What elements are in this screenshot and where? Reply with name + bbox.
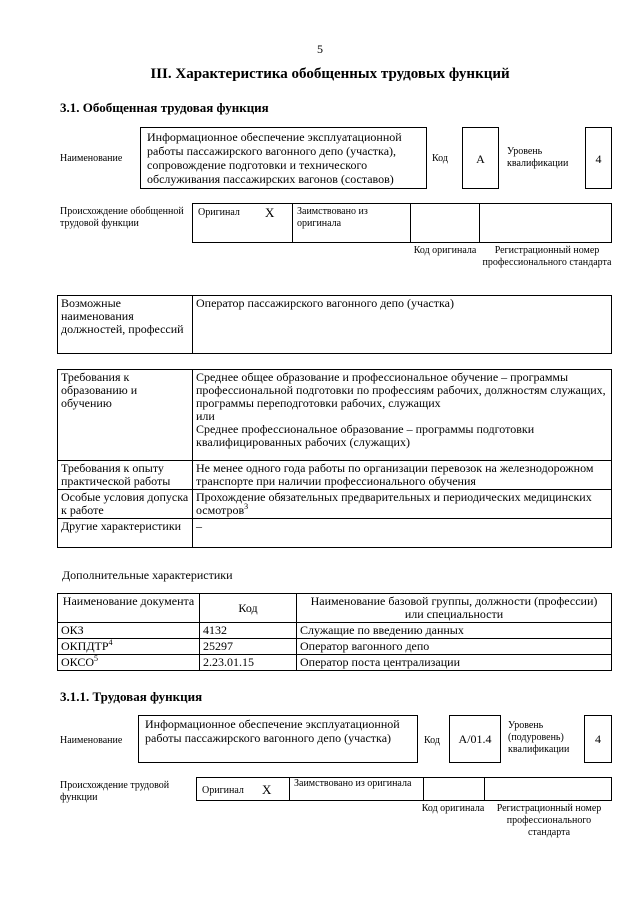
req-other-value: – bbox=[193, 519, 612, 548]
tf-level-value: 4 bbox=[584, 715, 612, 763]
tf-name-label: Наименование bbox=[60, 735, 123, 746]
tf-origin-divider-1 bbox=[289, 777, 290, 801]
req-admission-cell bbox=[193, 490, 612, 519]
additional-row-0-code: 4132 bbox=[200, 623, 297, 639]
gtf-origin-divider-1 bbox=[292, 203, 293, 243]
additional-row-1-name: Оператор вагонного депо bbox=[297, 639, 612, 655]
tf-reg-caption: Регистрационный номер профессионального стандарта bbox=[496, 803, 602, 838]
additional-row-2-footnote: 5 bbox=[94, 654, 99, 663]
tf-level-label: Уровень (подуровень) квалификации bbox=[508, 720, 570, 755]
req-education-label: Требования к образованию и обучению bbox=[58, 370, 193, 461]
tf-origin-divider-3 bbox=[484, 777, 485, 801]
gtf-origin-divider-3 bbox=[479, 203, 480, 243]
positions-value: Оператор пассажирского вагонного депо (участка) bbox=[193, 296, 612, 354]
req-admission-label: Особые условия допуска к работе bbox=[58, 490, 193, 519]
tf-heading: 3.1.1. Трудовая функция bbox=[60, 689, 203, 704]
gtf-origin-label: Происхождение обобщенной трудовой функции bbox=[60, 206, 184, 229]
gtf-name-value: Информационное обеспечение эксплуатационной работы пассажирского вагонного депо (участка), сопровождение подготовки и технического обслуживания пассажирских вагонов (составов) bbox=[140, 127, 427, 189]
additional-row-0-name: Служащие по введению данных bbox=[297, 623, 612, 639]
tf-original-label: Оригинал bbox=[202, 785, 244, 796]
tf-code-value: A/01.4 bbox=[449, 715, 501, 763]
gtf-name-label: Наименование bbox=[60, 153, 123, 164]
tf-name-value: Информационное обеспечение эксплуатационной работы пассажирского вагонного депо (участка) bbox=[138, 715, 418, 763]
tf-borrowed-label: Заимствовано из оригинала bbox=[294, 778, 412, 789]
additional-row-1-code: 25297 bbox=[200, 639, 297, 655]
positions-label: Возможные наименования должностей, профессий bbox=[58, 296, 193, 354]
additional-header-code: Код bbox=[200, 594, 297, 623]
req-experience-label: Требования к опыту практической работы bbox=[58, 461, 193, 490]
gtf-origin-divider-2 bbox=[410, 203, 411, 243]
gtf-original-label: Оригинал bbox=[198, 207, 240, 218]
additional-row-2-name: Оператор поста централизации bbox=[297, 655, 612, 671]
gtf-origin-code-caption: Код оригинала bbox=[413, 245, 477, 256]
gtf-borrowed-label: Заимствовано из оригинала bbox=[297, 206, 368, 229]
additional-row-1-doc bbox=[58, 639, 200, 655]
req-education-value: Среднее общее образование и профессиональное обучение – программы профессиональной подготовки по профессиям рабочих, должностям служащих, программы переподготовки рабочих, служащих или Среднее профессиональное образование – программы подготовки квалифицированных рабочих (служащих) bbox=[193, 370, 612, 461]
additional-row-2-code: 2.23.01.15 bbox=[200, 655, 297, 671]
additional-row-2-doc-text: ОКСО bbox=[61, 655, 95, 669]
additional-table bbox=[57, 593, 612, 671]
req-admission-value: Прохождение обязательных предварительных и периодических медицинских осмотров bbox=[196, 490, 592, 517]
tf-original-mark: X bbox=[262, 782, 272, 797]
positions-table bbox=[57, 295, 612, 354]
req-admission-footnote: 3 bbox=[244, 502, 249, 511]
gtf-code-value: A bbox=[462, 127, 499, 189]
tf-origin-code-caption: Код оригинала bbox=[421, 803, 485, 814]
section-title: III. Характеристика обобщенных трудовых функций bbox=[150, 66, 510, 82]
tf-origin-label: Происхождение трудовой функции bbox=[60, 780, 170, 803]
page-number: 5 bbox=[317, 42, 323, 56]
gtf-reg-caption: Регистрационный номер профессионального стандарта bbox=[482, 245, 612, 268]
additional-row-2-doc bbox=[58, 655, 200, 671]
additional-row-0-doc-text: ОКЗ bbox=[61, 623, 84, 637]
additional-title: Дополнительные характеристики bbox=[62, 568, 233, 582]
requirements-table bbox=[57, 369, 612, 548]
additional-row-0-doc bbox=[58, 623, 200, 639]
additional-row-1-doc-text: ОКПДТР bbox=[61, 639, 109, 653]
gtf-original-mark: X bbox=[265, 205, 275, 220]
table-row bbox=[58, 655, 612, 671]
gtf-code-label: Код bbox=[432, 153, 448, 164]
additional-header-doc: Наименование документа bbox=[58, 594, 200, 623]
tf-code-label: Код bbox=[424, 735, 440, 746]
req-other-label: Другие характеристики bbox=[58, 519, 193, 548]
table-row bbox=[58, 623, 612, 639]
tf-origin-divider-2 bbox=[423, 777, 424, 801]
gtf-level-value: 4 bbox=[585, 127, 612, 189]
gtf-level-label: Уровень квалификации bbox=[507, 146, 569, 169]
gtf-heading: 3.1. Обобщенная трудовая функция bbox=[60, 100, 269, 115]
req-experience-value: Не менее одного года работы по организации перевозок на железнодорожном транспорте при наличии профессионального обучения bbox=[193, 461, 612, 490]
additional-row-1-footnote: 4 bbox=[108, 638, 113, 647]
table-row bbox=[58, 639, 612, 655]
additional-header-name: Наименование базовой группы, должности (профессии) или специальности bbox=[297, 594, 612, 623]
